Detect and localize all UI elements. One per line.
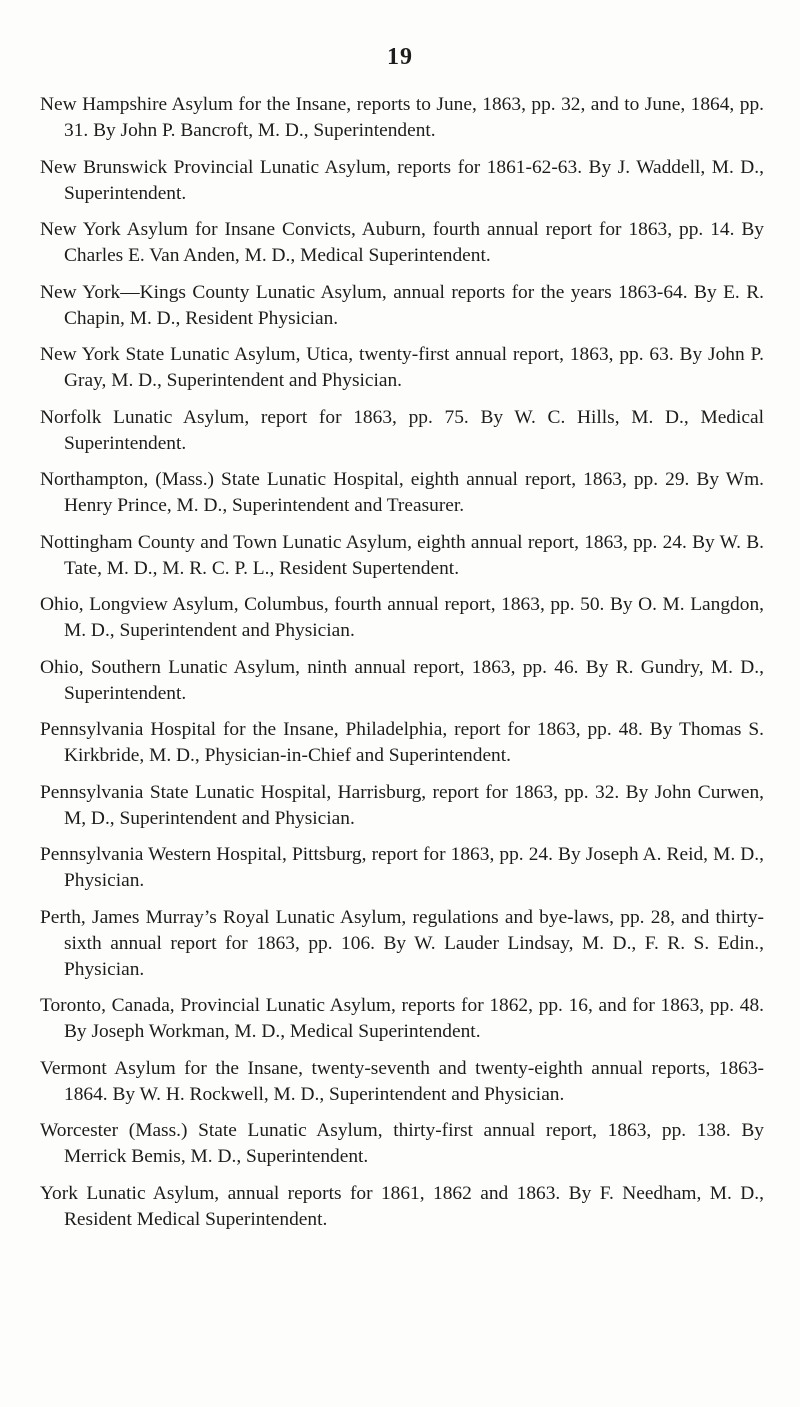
list-item: Pennsylvania State Lunatic Hospital, Harrisburg, report for 1863, pp. 32. By John Curwen, M, D., Superintendent and Physician.	[40, 781, 764, 829]
list-item: York Lunatic Asylum, annual reports for 1861, 1862 and 1863. By F. Needham, M. D., Resident Medical Superintendent.	[40, 1182, 764, 1230]
list-item: Northampton, (Mass.) State Lunatic Hospital, eighth annual report, 1863, pp. 29. By Wm. Henry Prince, M. D., Superintendent and Treasurer.	[40, 469, 764, 516]
list-item: New Brunswick Provincial Lunatic Asylum, reports for 1861-62-63. By J. Waddell, M. D., Superintendent.	[40, 156, 764, 204]
list-item: New York—Kings County Lunatic Asylum, annual reports for the years 1863-64. By E. R. Chapin, M. D., Resident Physician.	[40, 281, 764, 329]
list-item: Perth, James Murray’s Royal Lunatic Asylum, regulations and bye-laws, pp. 28, and thirty-sixth annual report for 1863, pp. 106. By W. Lauder Lindsay, M. D., F. R. S. Edin., Physician.	[40, 906, 764, 980]
list-item: Ohio, Southern Lunatic Asylum, ninth annual report, 1863, pp. 46. By R. Gundry, M. D., Superintendent.	[40, 656, 764, 704]
list-item: New Hampshire Asylum for the Insane, reports to June, 1863, pp. 32, and to June, 1864, pp. 31. By John P. Bancroft, M. D., Superintendent.	[40, 94, 764, 141]
list-item: Nottingham County and Town Lunatic Asylum, eighth annual report, 1863, pp. 24. By W. B. Tate, M. D., M. R. C. P. L., Resident Supertendent.	[40, 531, 764, 579]
list-item: Norfolk Lunatic Asylum, report for 1863, pp. 75. By W. C. Hills, M. D., Medical Superintendent.	[40, 406, 764, 454]
list-item: New York Asylum for Insane Convicts, Auburn, fourth annual report for 1863, pp. 14. By Charles E. Van Anden, M. D., Medical Superintendent.	[40, 219, 764, 266]
report-list	[40, 92, 764, 1243]
page-number: 19	[387, 44, 413, 70]
list-item: Toronto, Canada, Provincial Lunatic Asylum, reports for 1862, pp. 16, and for 1863, pp. 48. By Joseph Workman, M. D., Medical Superintendent.	[40, 995, 764, 1042]
list-item: Ohio, Longview Asylum, Columbus, fourth annual report, 1863, pp. 50. By O. M. Langdon, M. D., Superintendent and Physician.	[40, 594, 764, 641]
list-item: Pennsylvania Western Hospital, Pittsburg, report for 1863, pp. 24. By Joseph A. Reid, M. D., Physician.	[40, 844, 764, 891]
list-item: Pennsylvania Hospital for the Insane, Philadelphia, report for 1863, pp. 48. By Thomas S. Kirkbride, M. D., Physician-in-Chief and Superintendent.	[40, 719, 764, 766]
list-item: New York State Lunatic Asylum, Utica, twenty-first annual report, 1863, pp. 63. By John P. Gray, M. D., Superintendent and Physician.	[40, 344, 764, 391]
list-item: Vermont Asylum for the Insane, twenty-seventh and twenty-eighth annual reports, 1863-1864. By W. H. Rockwell, M. D., Superintendent and Physician.	[40, 1057, 764, 1105]
list-item: Worcester (Mass.) State Lunatic Asylum, thirty-first annual report, 1863, pp. 138. By Merrick Bemis, M. D., Superintendent.	[40, 1120, 764, 1167]
